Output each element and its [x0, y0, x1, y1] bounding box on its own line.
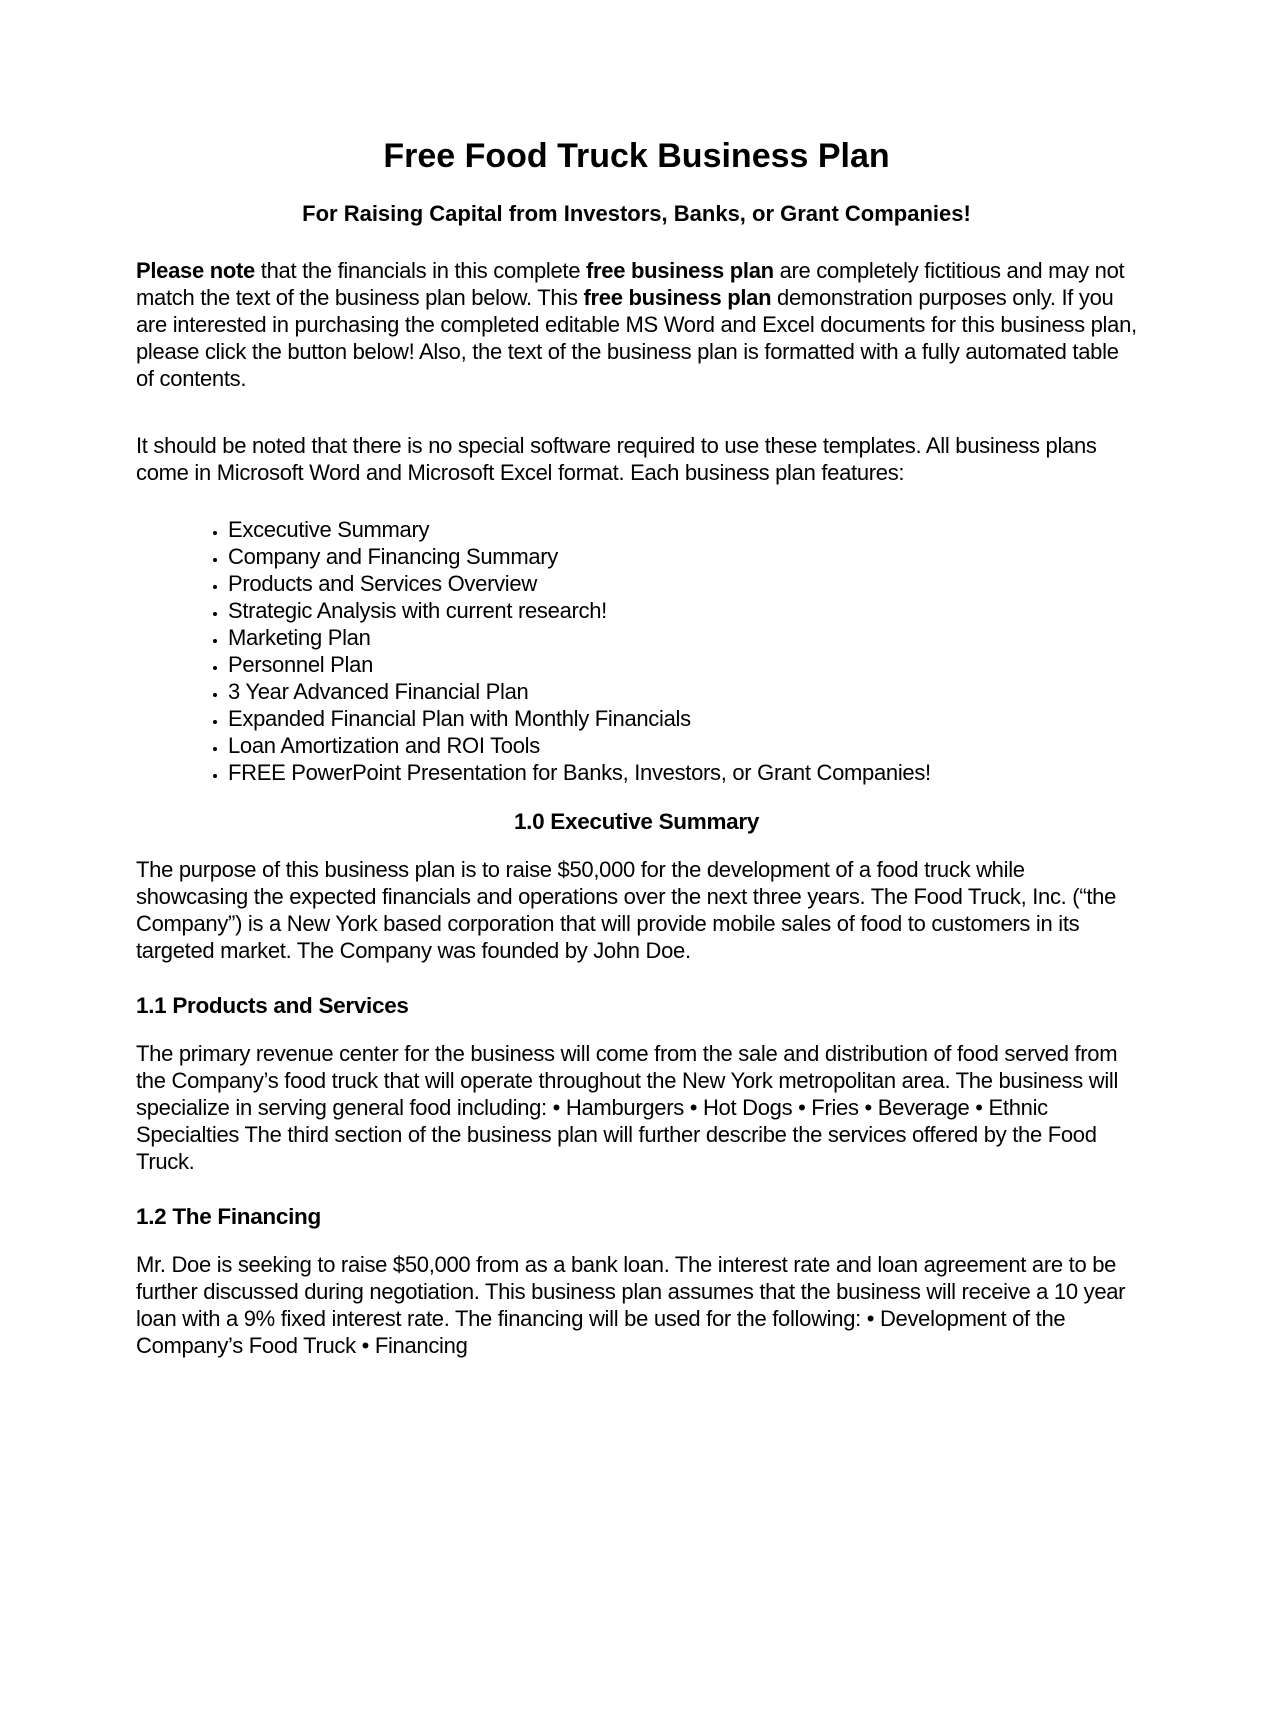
list-item: • Products and Services Overview: [228, 570, 1137, 597]
section-products-and-services: [136, 992, 1137, 1175]
document-subtitle: For Raising Capital from Investors, Banks, or Grant Companies!: [302, 201, 971, 226]
list-item: • Loan Amortization and ROI Tools: [228, 732, 1137, 759]
software-paragraph: It should be noted that there is no special software required to use these templates. All business plans come in Microsoft Word and Microsoft Excel format. Each business plan features:: [136, 433, 1097, 485]
note-paragraph: Please note that the financials in this complete free business plan are completely fictitious and may not match the text of the business plan below. This free business plan demonstration purposes only. If you are interested in purchasing the completed editable MS Word and Excel documents for this business plan, please click the button below! Also, the text of the business plan is formatted with a fully automated table of contents.: [136, 258, 1137, 391]
list-item: • Marketing Plan: [228, 624, 1137, 651]
section-heading-executive-summary: 1.0 Executive Summary: [513, 809, 760, 834]
section-the-financing: [136, 1203, 1137, 1359]
list-item: • 3 Year Advanced Financial Plan: [228, 678, 1137, 705]
list-item: • Strategic Analysis with current research!: [228, 597, 1137, 624]
executive-summary-paragraph: The purpose of this business plan is to raise $50,000 for the development of a food truck while showcasing the expected financials and operations over the next three years. The Food Truck, Inc. (“the Company”) is a New York based corporation that will provide mobile sales of food to customers in its targeted market. The Company was founded by John Doe.: [136, 857, 1117, 963]
section-executive-summary: [136, 808, 1137, 964]
section-heading-products-and-services: 1.1 Products and Services: [136, 993, 409, 1018]
products-and-services-paragraph: The primary revenue center for the business will come from the sale and distribution of food served from the Company’s food truck that will operate throughout the New York metropolitan area. The business will specialize in serving general food including: • Hamburgers • Hot Dogs • Fries • Beverage • Ethnic Specialties The third section of the business plan will further describe the services offered by the Food Truck.: [136, 1041, 1119, 1174]
list-item: • Excecutive Summary: [228, 516, 1137, 543]
list-item: • FREE PowerPoint Presentation for Banks, Investors, or Grant Companies!: [228, 759, 1137, 786]
list-item: • Expanded Financial Plan with Monthly Financials: [228, 705, 1137, 732]
the-financing-paragraph: Mr. Doe is seeking to raise $50,000 from as a bank loan. The interest rate and loan agreement are to be further discussed during negotiation. This business plan assumes that the business will receive a 10 year loan with a 9% fixed interest rate. The financing will be used for the following: • Development of the Company’s Food Truck • Financing: [136, 1252, 1126, 1358]
document-title: Free Food Truck Business Plan: [383, 137, 890, 175]
list-item: • Company and Financing Summary: [228, 543, 1137, 570]
list-item: • Personnel Plan: [228, 651, 1137, 678]
features-list: [136, 516, 1137, 786]
section-heading-the-financing: 1.2 The Financing: [136, 1204, 321, 1229]
